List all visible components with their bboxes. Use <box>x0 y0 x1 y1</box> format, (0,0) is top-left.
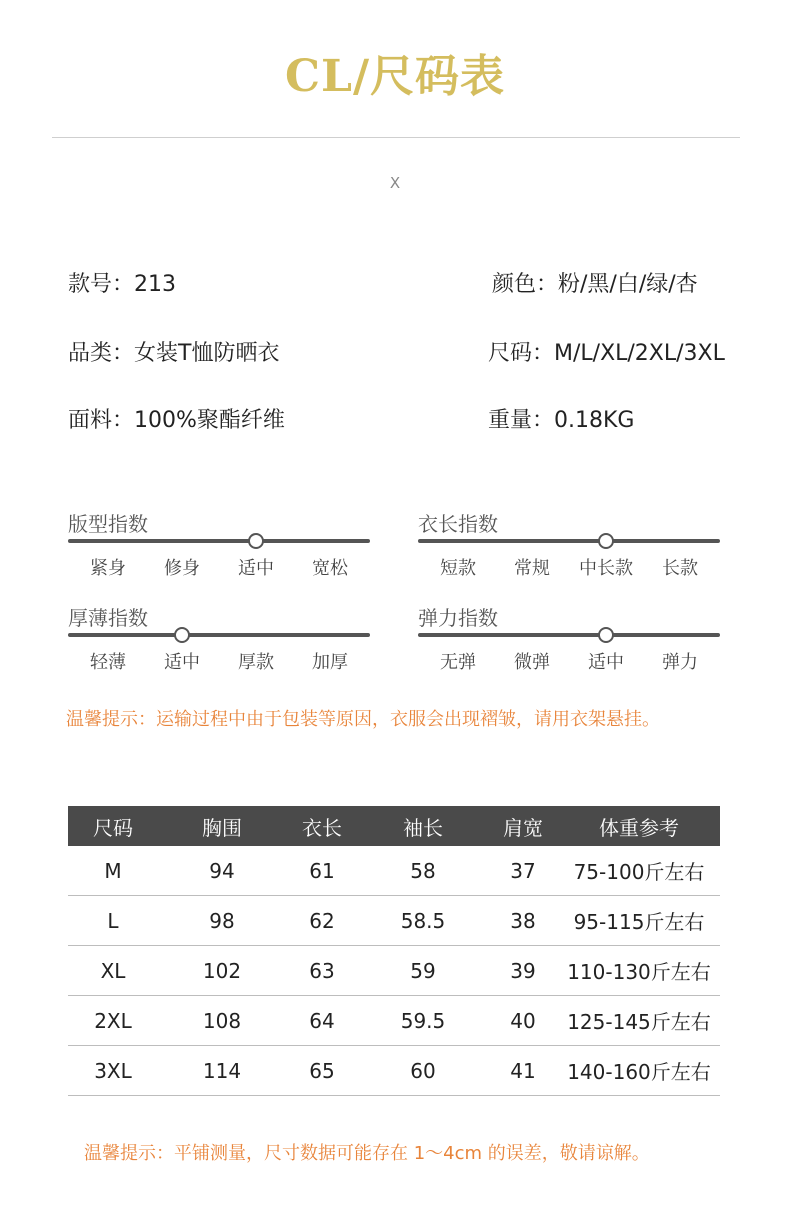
index-title: 版型指数 <box>68 512 148 536</box>
index-option: 中长款 <box>579 558 633 579</box>
index-option: 宽松 <box>312 558 348 579</box>
index-track <box>418 539 720 543</box>
table-row <box>68 996 720 1046</box>
col-header: 衣长 <box>286 806 358 846</box>
table-cell: 110-130斤左右 <box>558 946 720 996</box>
table-cell: 38 <box>488 896 558 946</box>
index-option: 轻薄 <box>90 652 126 673</box>
close-mark: X <box>389 174 401 192</box>
index-option: 适中 <box>238 558 274 579</box>
table-cell: 62 <box>286 896 358 946</box>
table-cell: 63 <box>286 946 358 996</box>
table-cell: 40 <box>488 996 558 1046</box>
info-color: 颜色：粉/黑/白/绿/杏 <box>492 272 698 297</box>
table-cell: L <box>68 896 158 946</box>
info-style-no: 款号：213 <box>68 272 176 297</box>
index-knob <box>174 627 190 643</box>
index-knob <box>248 533 264 549</box>
table-header-row <box>68 806 720 846</box>
table-cell: 75-100斤左右 <box>558 846 720 896</box>
index-option: 修身 <box>164 558 200 579</box>
index-track <box>68 633 370 637</box>
index-option: 长款 <box>662 558 698 579</box>
index-option: 短款 <box>440 558 476 579</box>
index-title: 厚薄指数 <box>68 606 148 630</box>
index-knob <box>598 627 614 643</box>
index-option: 适中 <box>588 652 624 673</box>
index-option: 常规 <box>514 558 550 579</box>
info-sizes: 尺码：M/L/XL/2XL/3XL <box>488 341 725 366</box>
table-cell: 41 <box>488 1046 558 1096</box>
table-cell: 59.5 <box>358 996 488 1046</box>
col-header: 尺码 <box>68 806 158 846</box>
index-option: 弹力 <box>662 652 698 673</box>
index-title: 弹力指数 <box>418 606 498 630</box>
table-row <box>68 846 720 896</box>
table-cell: 98 <box>158 896 286 946</box>
index-option: 微弹 <box>514 652 550 673</box>
table-cell: 125-145斤左右 <box>558 996 720 1046</box>
table-cell: 61 <box>286 846 358 896</box>
table-cell: 108 <box>158 996 286 1046</box>
index-option: 适中 <box>164 652 200 673</box>
table-body <box>68 846 720 1096</box>
table-cell: 39 <box>488 946 558 996</box>
table-cell: 65 <box>286 1046 358 1096</box>
tip-wrinkle: 温馨提示：运输过程中由于包装等原因，衣服会出现褶皱，请用衣架悬挂。 <box>66 709 660 730</box>
size-table <box>68 806 720 1096</box>
table-cell: M <box>68 846 158 896</box>
col-header: 肩宽 <box>488 806 558 846</box>
tip-measure: 温馨提示：平铺测量，尺寸数据可能存在 1～4cm 的误差，敬请谅解。 <box>84 1143 650 1164</box>
table-cell: 37 <box>488 846 558 896</box>
info-weight: 重量：0.18KG <box>488 408 635 433</box>
table-cell: 2XL <box>68 996 158 1046</box>
table-cell: 58 <box>358 846 488 896</box>
table-cell: 114 <box>158 1046 286 1096</box>
table-cell: 140-160斤左右 <box>558 1046 720 1096</box>
col-header: 袖长 <box>358 806 488 846</box>
table-row <box>68 896 720 946</box>
col-header: 胸围 <box>158 806 286 846</box>
col-header: 体重参考 <box>558 806 720 846</box>
index-option: 厚款 <box>238 652 274 673</box>
index-knob <box>598 533 614 549</box>
title-divider <box>52 137 740 138</box>
table-cell: 95-115斤左右 <box>558 896 720 946</box>
table-cell: XL <box>68 946 158 996</box>
table-cell: 3XL <box>68 1046 158 1096</box>
index-option: 无弹 <box>440 652 476 673</box>
table-row <box>68 946 720 996</box>
table-row <box>68 1046 720 1096</box>
table-cell: 58.5 <box>358 896 488 946</box>
table-cell: 102 <box>158 946 286 996</box>
table-cell: 59 <box>358 946 488 996</box>
page-title: CL/尺码表 <box>284 51 506 102</box>
table-cell: 60 <box>358 1046 488 1096</box>
index-option: 加厚 <box>312 652 348 673</box>
info-fabric: 面料：100%聚酯纤维 <box>68 408 285 433</box>
index-track <box>418 633 720 637</box>
table-cell: 64 <box>286 996 358 1046</box>
index-track <box>68 539 370 543</box>
table-cell: 94 <box>158 846 286 896</box>
index-title: 衣长指数 <box>418 512 498 536</box>
index-option: 紧身 <box>90 558 126 579</box>
info-category: 品类：女装T恤防晒衣 <box>68 341 280 366</box>
